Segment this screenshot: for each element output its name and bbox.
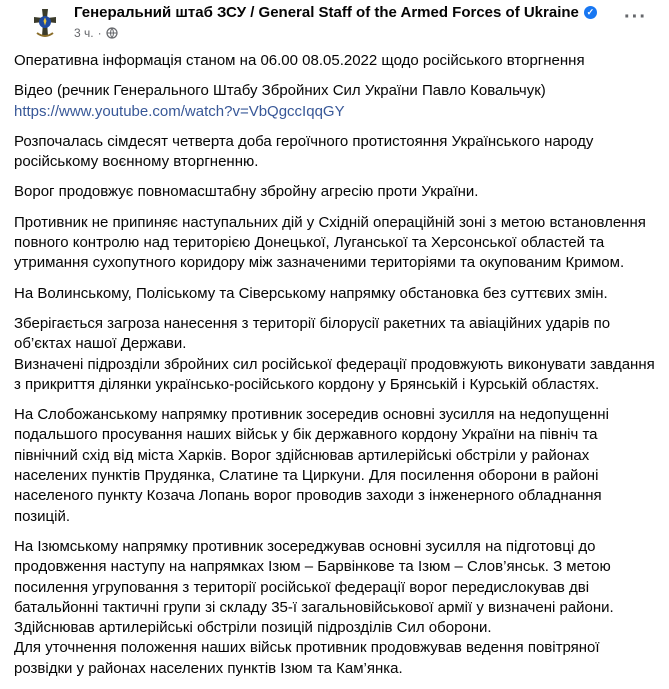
- post-body: [14, 51, 659, 689]
- post-text: На Ізюмському напрямку противник зосереджував основні зусилля на підготовці до продовження наступу на напрямках Ізюм – Барвінкове та Ізюм – Слов’янськ. З метою посилення угруповання з території російської федерації ворог передислокував дві батальйонні тактичні групи зі складу 35-ї загальновійськової армії у визначені райони.: [14, 537, 614, 616]
- post-text: Для уточнення положення наших військ противник продовжував ведення повітряної розвідки у районах населених пунктів Ізюм та Кам’янка.: [14, 639, 600, 677]
- page-name-line: [74, 4, 597, 21]
- post-paragraph: На Слобожанському напрямку противник зосередив основні зусилля на недопущенні подальшого просування наших військ у бік державного кордону України на північ та північний схід від міста Харків. Ворог здійснював артилерійські обстріли у районах населених пунктів Прудянка, Слатине та Циркуни. Для посилення оборони в районі населеного пункту Козача Лопань ворог проводив заходи з інженерного обладнання позицій.: [14, 406, 609, 525]
- post-paragraph: Противник не припиняє наступальних дій у Східній операційній зоні з метою встановлення повного контролю над територією Донецької, Луганської та Херсонської областей та утримання сухопутного коридору між зазначеними територіями та окупованим Кримом.: [14, 213, 646, 272]
- post-paragraph: [14, 81, 659, 122]
- post-paragraph: Розпочалась сімдесят четверта доба героїчного протистояння Українського народу російському воєнному вторгненню.: [14, 132, 594, 171]
- post-header: [12, 0, 657, 48]
- post-meta: 3 ч. ·: [74, 26, 118, 40]
- post-text: Здійснював артилерійські обстріли позицій підрозділів Сил оборони.: [14, 619, 492, 637]
- page-avatar[interactable]: [25, 3, 65, 43]
- post-paragraph: Ворог продовжує повномасштабну збройну агресію проти України.: [14, 183, 479, 201]
- video-caption: Відео (речник Генерального Штабу Збройних Сил України Павло Ковальчук): [14, 82, 546, 100]
- globe-icon: [106, 27, 118, 39]
- post-paragraph: Оперативна інформація станом на 06.00 08.05.2022 щодо російського вторгнення: [14, 52, 585, 69]
- verified-badge-icon: ✓: [584, 6, 597, 19]
- page-name-link[interactable]: Генеральний штаб ЗСУ / General Staff of the Armed Forces of Ukraine: [74, 4, 579, 21]
- post-paragraph: На Волинському, Поліському та Сіверському напрямку обстановка без суттєвих змін.: [14, 284, 608, 302]
- post-time[interactable]: 3 ч.: [74, 26, 94, 40]
- post-text: Визначені підрозділи збройних сил російської федерації продовжують виконувати завдання з прикриття ділянки українсько-російського кордону у Брянській і Курській областях.: [14, 355, 655, 393]
- armed-forces-emblem-icon: [25, 3, 65, 43]
- youtube-link[interactable]: https://www.youtube.com/watch?v=VbQgccIqqGY: [14, 102, 345, 120]
- more-options-button[interactable]: ···: [624, 6, 647, 28]
- post-paragraph: [14, 537, 659, 679]
- post-text: Зберігається загроза нанесення з території білорусії ракетних та авіаційних ударів по об’єктах нашої Держави.: [14, 314, 611, 353]
- post-paragraph: [14, 314, 659, 395]
